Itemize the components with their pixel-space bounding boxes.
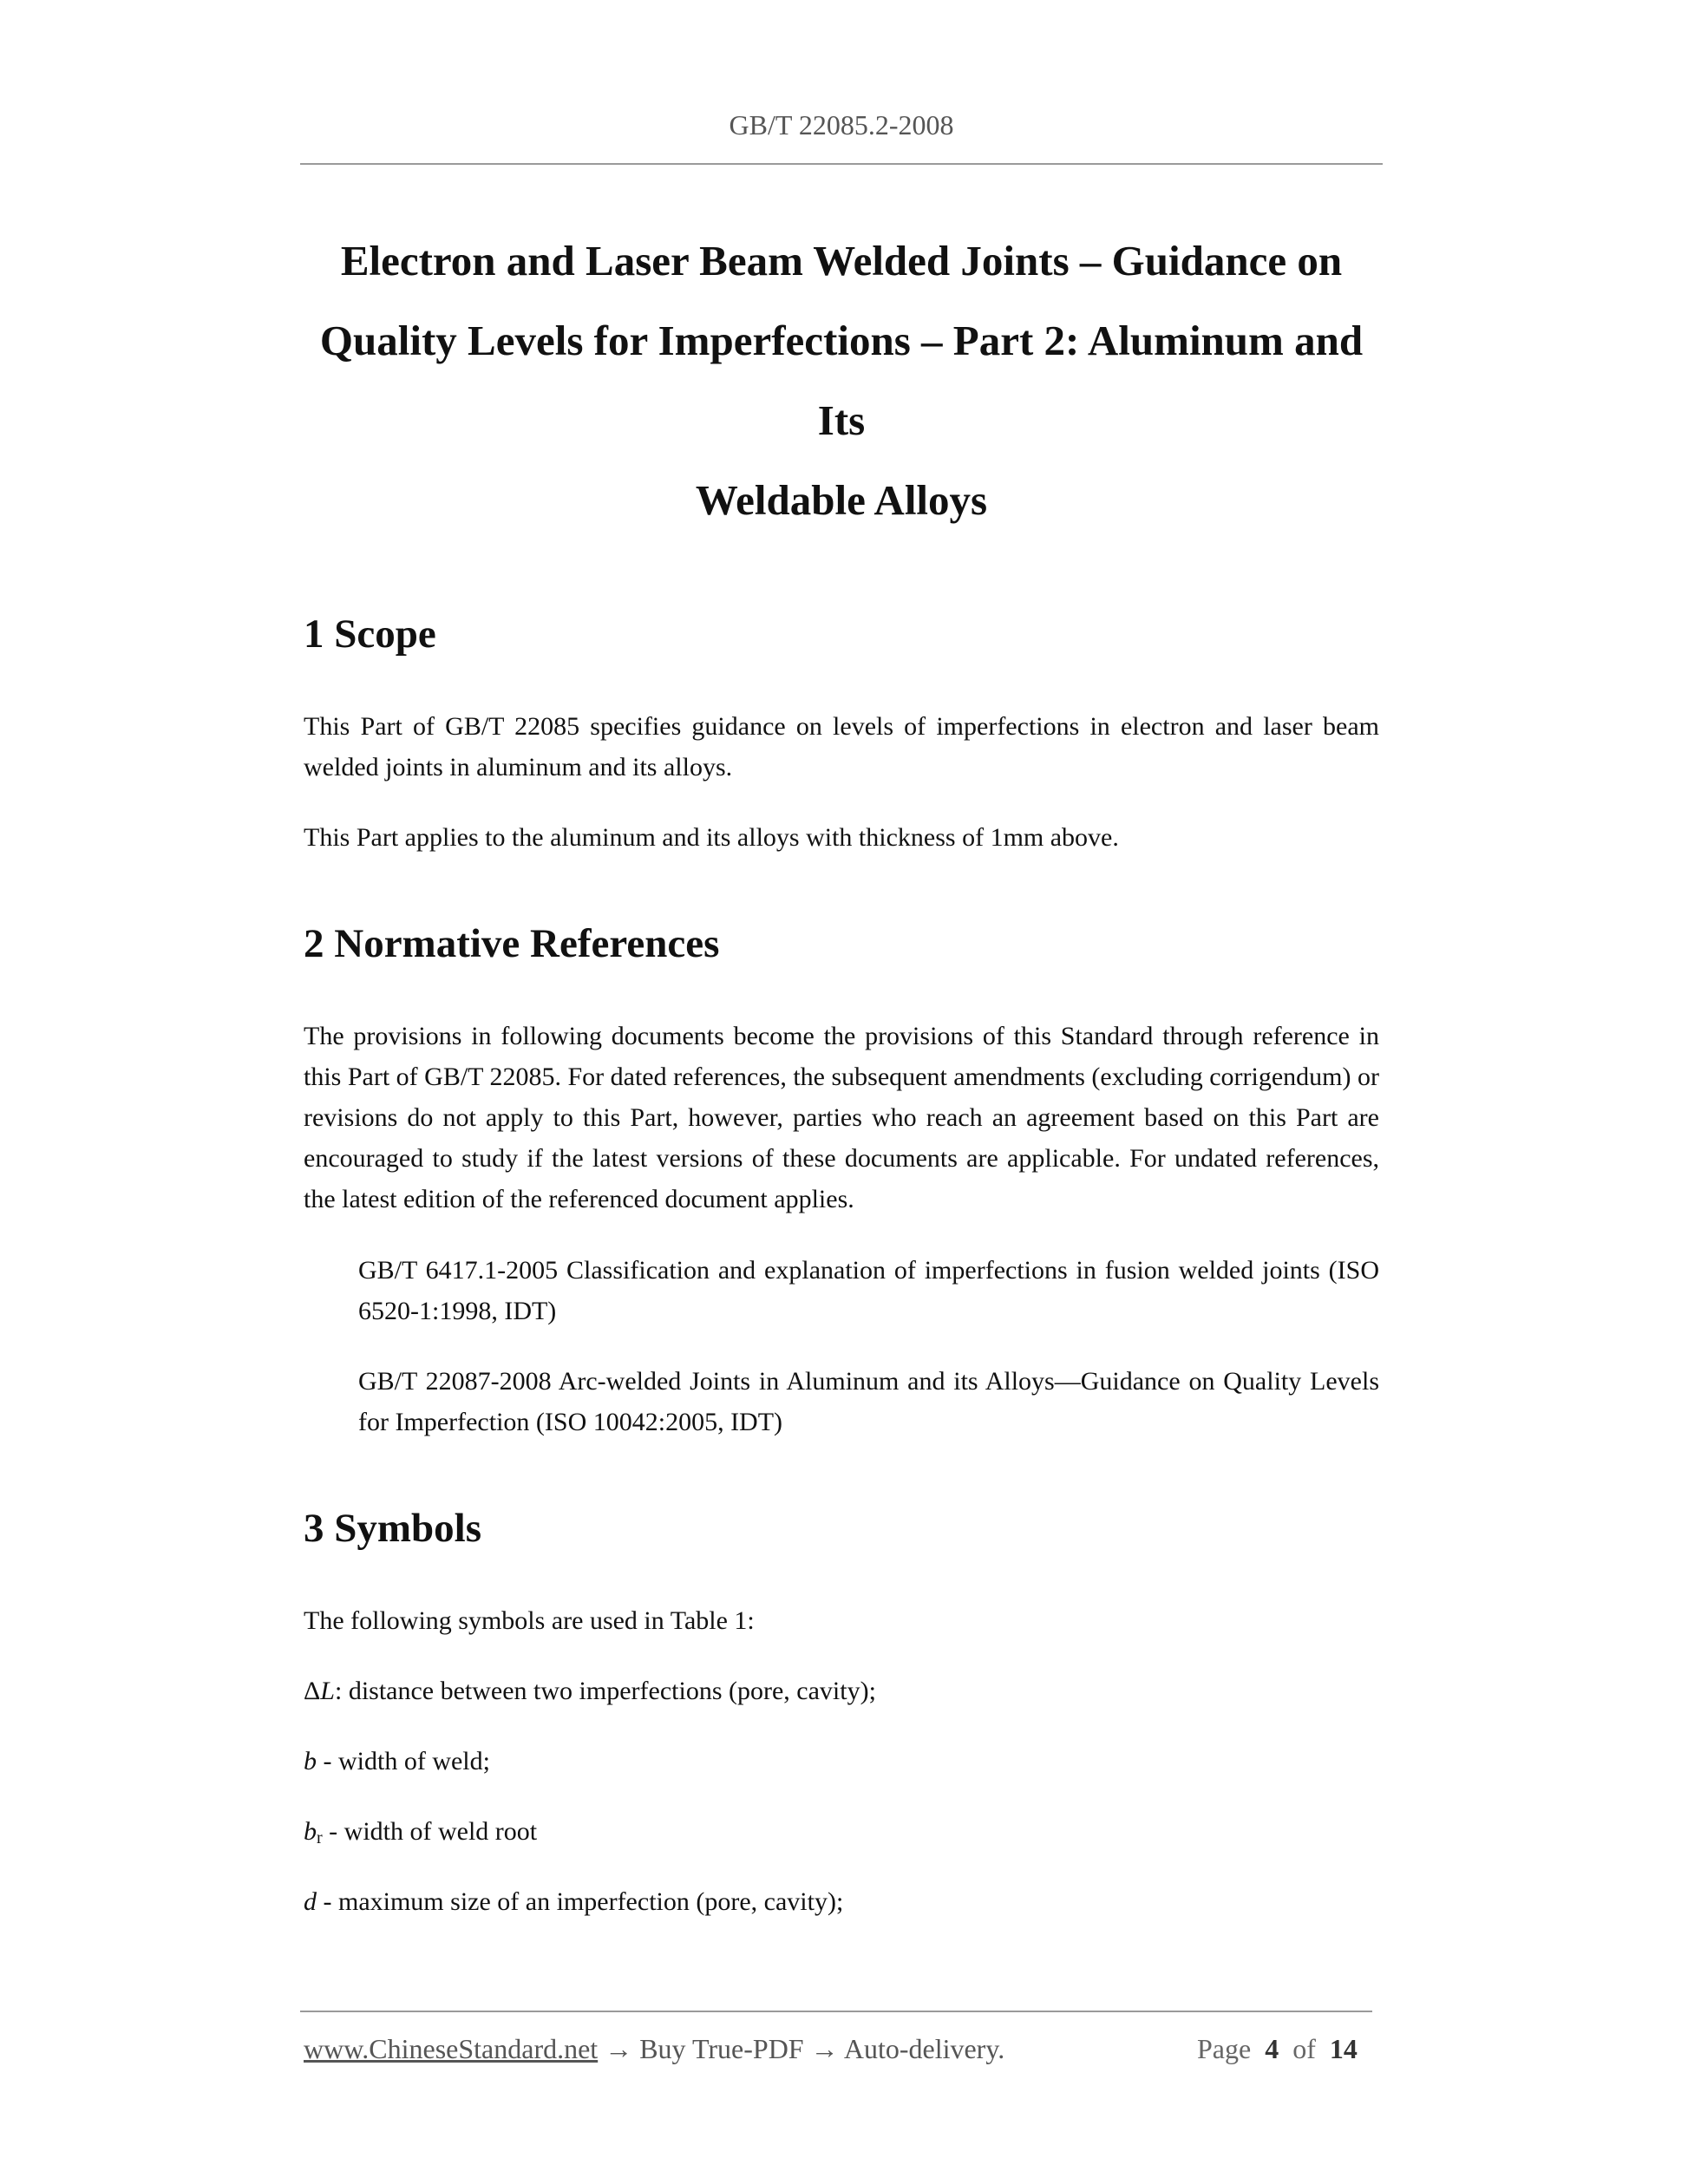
- footer-promo: [304, 2033, 1004, 2065]
- page-indicator: [1197, 2033, 1358, 2065]
- footer-promo-text: → Buy True-PDF → Auto-delivery.: [598, 2033, 1005, 2064]
- page-label: Page: [1197, 2033, 1252, 2064]
- scope-paragraph-2: This Part applies to the aluminum and its alloys with thickness of 1mm above.: [304, 823, 1119, 852]
- symbol-letter: d: [304, 1887, 317, 1916]
- page-current: 4: [1265, 2033, 1279, 2064]
- symbol-item-d: [304, 1881, 843, 1922]
- page-of: of: [1292, 2033, 1316, 2064]
- page-total: 14: [1329, 2033, 1358, 2064]
- scope-paragraph-1: This Part of GB/T 22085 specifies guidance on levels of imperfections in electron and laser beam welded joints in aluminum and its alloys.: [304, 712, 1379, 781]
- symbol-item-br: [304, 1811, 537, 1852]
- symbols-intro: The following symbols are used in Table 1:: [304, 1606, 755, 1635]
- symbol-letter: b: [304, 1747, 317, 1775]
- footer-rule: [300, 2011, 1372, 2012]
- symbol-description: - maximum size of an imperfection (pore, cavity);: [317, 1887, 844, 1916]
- section-heading-normative-references: 2 Normative References: [304, 921, 720, 966]
- section-heading-scope: 1 Scope: [304, 611, 436, 657]
- symbol-description: - width of weld;: [317, 1747, 490, 1775]
- symbol-description: - width of weld root: [322, 1817, 538, 1846]
- symbol-subscript: r: [317, 1828, 323, 1847]
- footer-site-link[interactable]: www.ChineseStandard.net: [304, 2033, 599, 2064]
- title-line-3: Weldable Alloys: [695, 476, 988, 524]
- title-line-1: Electron and Laser Beam Welded Joints – Guidance on: [340, 237, 1343, 284]
- symbol-description: : distance between two imperfections (pore, cavity);: [334, 1677, 876, 1705]
- normative-intro-paragraph: The provisions in following documents become the provisions of this Standard through reference in this Part of GB/T 22085. For dated references, the subsequent amendments (excluding corrigendum) or revisions do not apply to this Part, however, parties who reach an agreement based on this Part are encouraged to study if the latest versions of these documents are applicable. For undated references, the latest edition of the referenced document applies.: [304, 1022, 1379, 1213]
- section-heading-symbols: 3 Symbols: [304, 1506, 482, 1551]
- normative-reference-1: GB/T 6417.1-2005 Classification and explanation of imperfections in fusion welded joints (ISO 6520-1:1998, IDT): [358, 1256, 1379, 1325]
- document-title: [300, 221, 1383, 540]
- symbol-letter: b: [304, 1817, 317, 1846]
- header-rule: [300, 163, 1383, 165]
- symbol-item-b: [304, 1741, 490, 1782]
- title-line-2: Quality Levels for Imperfections – Part 2: Aluminum and Its: [319, 317, 1364, 444]
- symbol-letter: L: [320, 1677, 335, 1705]
- normative-reference-2: GB/T 22087-2008 Arc-welded Joints in Aluminum and its Alloys—Guidance on Quality Levels for Imperfection (ISO 10042:2005, IDT): [358, 1367, 1379, 1436]
- header-doc-code: GB/T 22085.2-2008: [729, 109, 954, 141]
- symbol-item-delta-l: [304, 1671, 876, 1711]
- symbol-prefix: Δ: [304, 1677, 321, 1705]
